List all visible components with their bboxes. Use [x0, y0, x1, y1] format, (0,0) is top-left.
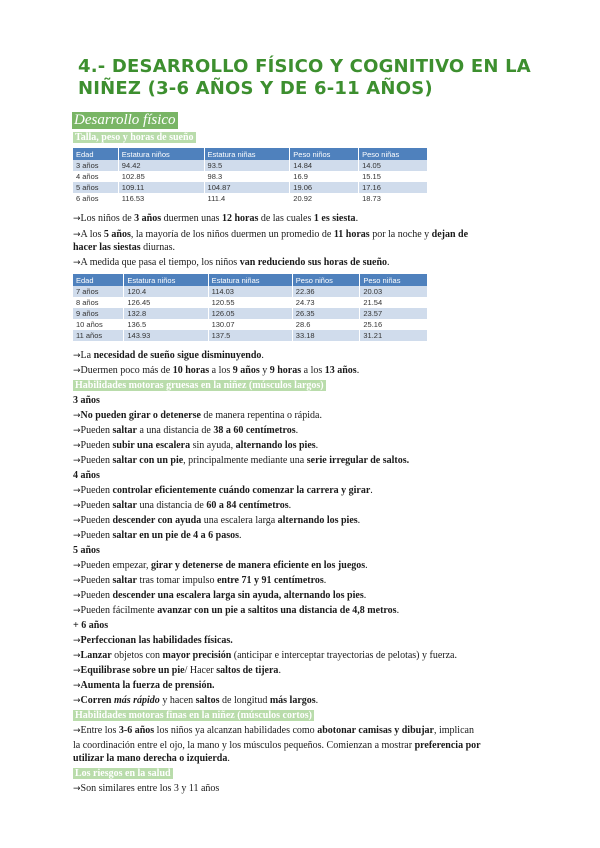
table-cell: 114.03 [208, 286, 292, 297]
text-line: →A los 5 años, la mayoría de los niños duermen un promedio de 11 horas por la noche y dejan de [73, 229, 469, 240]
table-cell: 3 años [73, 160, 118, 171]
text-line: la coordinación entre el ojo, la mano y los músculos pequeños. Comienzan a mostrar preferencia por [73, 740, 481, 751]
table-header-cell: Edad [73, 274, 124, 286]
table-header-cell: Estatura niños [124, 274, 208, 286]
table-cell: 4 años [73, 171, 118, 182]
section-heading-finas: Habilidades motoras finas en la niñez (músculos cortos) [75, 710, 312, 721]
table-header-cell: Peso niños [290, 148, 359, 160]
table-cell: 104.87 [204, 182, 290, 193]
table-cell: 126.05 [208, 308, 292, 319]
text-line: →Equilibrase sobre un pie/ Hacer saltos de tijera. [73, 665, 281, 676]
table-cell: 132.8 [124, 308, 208, 319]
text-line: →Pueden descender con ayuda una escalera larga alternando los pies. [73, 515, 361, 526]
table-cell: 102.85 [118, 171, 204, 182]
table-size-weight-7-11 [73, 274, 428, 341]
text-line: →La necesidad de sueño sigue disminuyendo. [73, 350, 264, 361]
table-cell: 126.45 [124, 297, 208, 308]
table-cell: 111.4 [204, 193, 290, 204]
table-cell: 24.73 [292, 297, 360, 308]
table-row [73, 171, 428, 182]
table-cell: 6 años [73, 193, 118, 204]
table-cell: 98.3 [204, 171, 290, 182]
table-cell: 120.4 [124, 286, 208, 297]
table-cell: 14.84 [290, 160, 359, 171]
section-heading-gruesas: Habilidades motoras gruesas en la niñez (músculos largos) [75, 380, 324, 391]
table-row [73, 319, 428, 330]
table-cell: 31.21 [360, 330, 428, 341]
table-cell: 94.42 [118, 160, 204, 171]
text-line: →Pueden fácilmente avanzar con un pie a saltitos una distancia de 4,8 metros. [73, 605, 400, 616]
table-row [73, 160, 428, 171]
table-row [73, 286, 428, 297]
table-cell: 11 años [73, 330, 124, 341]
table-cell: 25.16 [360, 319, 428, 330]
table-cell: 18.73 [359, 193, 428, 204]
table-cell: 130.07 [208, 319, 292, 330]
table-cell: 23.57 [360, 308, 428, 319]
table-cell: 143.93 [124, 330, 208, 341]
table-cell: 17.16 [359, 182, 428, 193]
table-cell: 136.5 [124, 319, 208, 330]
table-cell: 109.11 [118, 182, 204, 193]
table-row [73, 308, 428, 319]
table-row [73, 193, 428, 204]
table-header-cell: Estatura niños [118, 148, 204, 160]
text-line: →Entre los 3-6 años los niños ya alcanzan habilidades como abotonar camisas y dibujar, implican [73, 725, 474, 736]
section-heading-talla: Talla, peso y horas de sueño [75, 132, 194, 143]
table-row [73, 297, 428, 308]
table-header-cell: Peso niñas [360, 274, 428, 286]
table-cell: 116.53 [118, 193, 204, 204]
text-line: →A medida que pasa el tiempo, los niños van reduciendo sus horas de sueño. [73, 257, 390, 268]
table-header-cell: Peso niños [292, 274, 360, 286]
text-line: →Son similares entre los 3 y 11 años [73, 783, 220, 794]
table-cell: 93.5 [204, 160, 290, 171]
text-line: →Pueden empezar, girar y detenerse de manera eficiente en los juegos. [73, 560, 368, 571]
table-cell: 33.18 [292, 330, 360, 341]
text-line: →Pueden saltar tras tomar impulso entre 71 y 91 centímetros. [73, 575, 327, 586]
text-line: →Pueden subir una escalera sin ayuda, alternando los pies. [73, 440, 319, 451]
table-cell: 10 años [73, 319, 124, 330]
table-cell: 28.6 [292, 319, 360, 330]
text-line: →Lanzar objetos con mayor precisión (anticipar e interceptar trayectorias de pelotas) y fuerza. [73, 650, 457, 661]
section-heading-riesgos: Los riesgos en la salud [75, 768, 171, 779]
age-heading: 4 años [73, 470, 100, 481]
text-line: →Perfeccionan las habilidades físicas. [73, 635, 233, 646]
age-heading: + 6 años [73, 620, 109, 631]
table-header-cell: Estatura niñas [204, 148, 290, 160]
age-heading: 3 años [73, 395, 100, 406]
text-line: →Corren más rápido y hacen saltos de longitud más largos. [73, 695, 319, 706]
text-line: →Pueden controlar eficientemente cuándo comenzar la carrera y girar. [73, 485, 373, 496]
page-title: 4.- DESARROLLO FÍSICO Y COGNITIVO EN LA NIÑEZ (3-6 AÑOS Y DE 6-11 AÑOS) [78, 56, 531, 99]
table-header-cell: Peso niñas [359, 148, 428, 160]
table-size-weight-3-6 [73, 148, 428, 204]
table-cell: 21.54 [360, 297, 428, 308]
table-cell: 26.35 [292, 308, 360, 319]
table-cell: 8 años [73, 297, 124, 308]
text-line: →Pueden saltar una distancia de 60 a 84 centímetros. [73, 500, 292, 511]
table-cell: 22.36 [292, 286, 360, 297]
table-cell: 20.03 [360, 286, 428, 297]
text-line: hacer las siestas diurnas. [73, 242, 176, 253]
text-line: →Pueden saltar a una distancia de 38 a 60 centímetros. [73, 425, 299, 436]
table-row [73, 182, 428, 193]
table-cell: 120.55 [208, 297, 292, 308]
text-line: utilizar la mano derecha o izquierda. [73, 753, 230, 764]
text-line: →Pueden saltar con un pie, principalmente mediante una serie irregular de saltos. [73, 455, 410, 466]
table-cell: 7 años [73, 286, 124, 297]
table-row [73, 330, 428, 341]
table-cell: 16.9 [290, 171, 359, 182]
text-line: →Pueden descender una escalera larga sin ayuda, alternando los pies. [73, 590, 367, 601]
age-heading: 5 años [73, 545, 100, 556]
table-cell: 20.92 [290, 193, 359, 204]
table-cell: 15.15 [359, 171, 428, 182]
table-cell: 137.5 [208, 330, 292, 341]
text-line: →Pueden saltar en un pie de 4 a 6 pasos. [73, 530, 242, 541]
text-line: →No pueden girar o detenerse de manera repentina o rápida. [73, 410, 322, 421]
table-cell: 14.05 [359, 160, 428, 171]
table-cell: 5 años [73, 182, 118, 193]
table-cell: 9 años [73, 308, 124, 319]
table-header-cell: Estatura niñas [208, 274, 292, 286]
text-line: →Duermen poco más de 10 horas a los 9 años y 9 horas a los 13 años. [73, 365, 360, 376]
text-line: →Los niños de 3 años duermen unas 12 horas de las cuales 1 es siesta. [73, 213, 359, 224]
text-line: →Aumenta la fuerza de prensión. [73, 680, 215, 691]
subtitle: Desarrollo físico [74, 112, 176, 128]
table-header-cell: Edad [73, 148, 118, 160]
table-cell: 19.06 [290, 182, 359, 193]
